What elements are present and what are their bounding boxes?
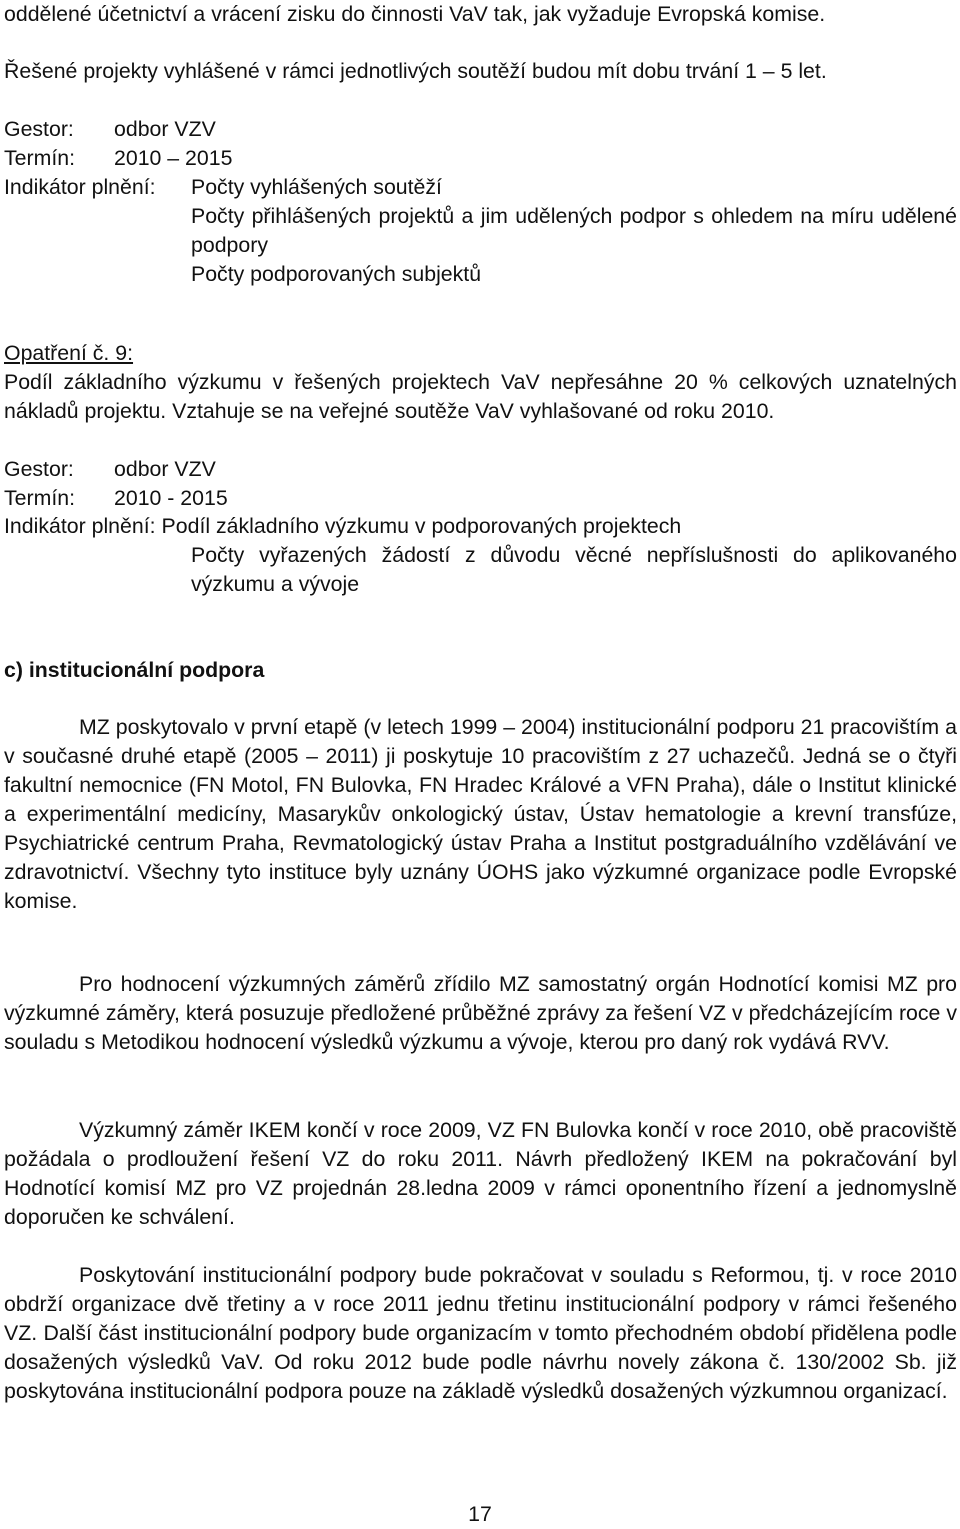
gestor-label: Gestor: [4, 457, 74, 481]
paragraph: Pro hodnocení výzkumných záměrů zřídilo MZ samostatný orgán Hodnotící komisi MZ pro výzkumné záměry, která posuzuje předložené průběžné zprávy za řešení VZ v předcházejícím roce v souladu s Metodikou hodnocení výsledků výzkumu a vývoje, kterou pro daný rok vydává RVV. [4, 972, 957, 1054]
gestor-row-opatreni [4, 455, 957, 484]
gestor-value: odbor VZV [114, 457, 216, 481]
gestor-label: Gestor: [4, 117, 74, 141]
page-number: 17 [468, 1502, 492, 1526]
termin-label: Termín: [4, 486, 76, 510]
paragraph: MZ poskytovalo v první etapě (v letech 1999 – 2004) institucionální podporu 21 pracovištím a v současné druhé etapě (2005 – 2011) ji poskytuje 10 pracovištím z 27 uchazečů. Jedná se o čtyři fakultní nemocnice (FN Motol, FN Bulovka, FN Hradec Králové a VFN Praha), dále o Institut klinické a experimentální medicíny, Masarykův onkologický ústav, Ústav hematologie a krevní transfúze, Psychiatrické centrum Praha, Revmatologický ústav Praha a Institut postgraduálního vzdělávání ve zdravotnictví. Všechny tyto instituce byly uznány ÚOHS jako výzkumné organizace podle Evropské komise. [4, 715, 957, 913]
section-heading: c) institucionální podpora [4, 658, 265, 682]
indikator-item: Počty podporovaných subjektů [191, 262, 482, 286]
indikator-row-opatreni [4, 512, 957, 541]
termin-row-top [4, 144, 957, 173]
indikator-item: Počty vyřazených žádostí z důvodu věcné nepříslušnosti do aplikovaného výzkumu a vývoje [191, 543, 957, 596]
indikator-item: Podíl základního výzkumu v podporovaných projektech [161, 514, 682, 538]
termin-value: 2010 – 2015 [114, 146, 233, 170]
opatreni-text: Podíl základního výzkumu v řešených projektech VaV nepřesáhne 20 % celkových uznatelných nákladů projektu. Vztahuje se na veřejné soutěže VaV vyhlašované od roku 2010. [4, 370, 957, 423]
indikator-label: Indikátor plnění: [4, 514, 156, 538]
indikator-label: Indikátor plnění: [4, 175, 156, 199]
paragraph: Poskytování institucionální podpory bude pokračovat v souladu s Reformou, tj. v roce 2010 obdrží organizace dvě třetiny a v roce 2011 jednu třetinu institucionální podpory v rámci řešeného VZ. Další část institucionální podpory bude organizacím v tomto přechodném období přidělena podle dosažených výsledků VaV. Od roku 2012 bude podle návrhu novely zákona č. 130/2002 Sb. již poskytována institucionální podpora pouze na základě výsledků dosažených výzkumnou organizací. [4, 1263, 957, 1403]
paragraph-top-line2: Řešené projekty vyhlášené v rámci jednotlivých soutěží budou mít dobu trvání 1 – 5 let. [4, 59, 827, 83]
gestor-row-top [4, 115, 957, 144]
indikator-item: Počty vyhlášených soutěží [191, 175, 442, 199]
indikator-item: Počty přihlášených projektů a jim udělených podpor s ohledem na míru udělené podpory [191, 204, 957, 257]
opatreni-heading: Opatření č. 9: [4, 341, 134, 365]
paragraph: Výzkumný záměr IKEM končí v roce 2009, VZ FN Bulovka končí v roce 2010, obě pracoviště požádala o prodloužení řešení VZ do roku 2011. Návrh předložený IKEM na pokračování byl Hodnotící komisí MZ pro VZ projednán 28.ledna 2009 v rámci oponentního řízení a jednomyslně doporučen ke schválení. [4, 1118, 957, 1229]
gestor-value: odbor VZV [114, 117, 216, 141]
indikator-row-top [4, 173, 957, 202]
termin-label: Termín: [4, 146, 76, 170]
termin-row-opatreni [4, 484, 957, 513]
termin-value: 2010 - 2015 [114, 486, 228, 510]
paragraph-top-line1: oddělené účetnictví a vrácení zisku do činnosti VaV tak, jak vyžaduje Evropská komise. [4, 2, 826, 26]
